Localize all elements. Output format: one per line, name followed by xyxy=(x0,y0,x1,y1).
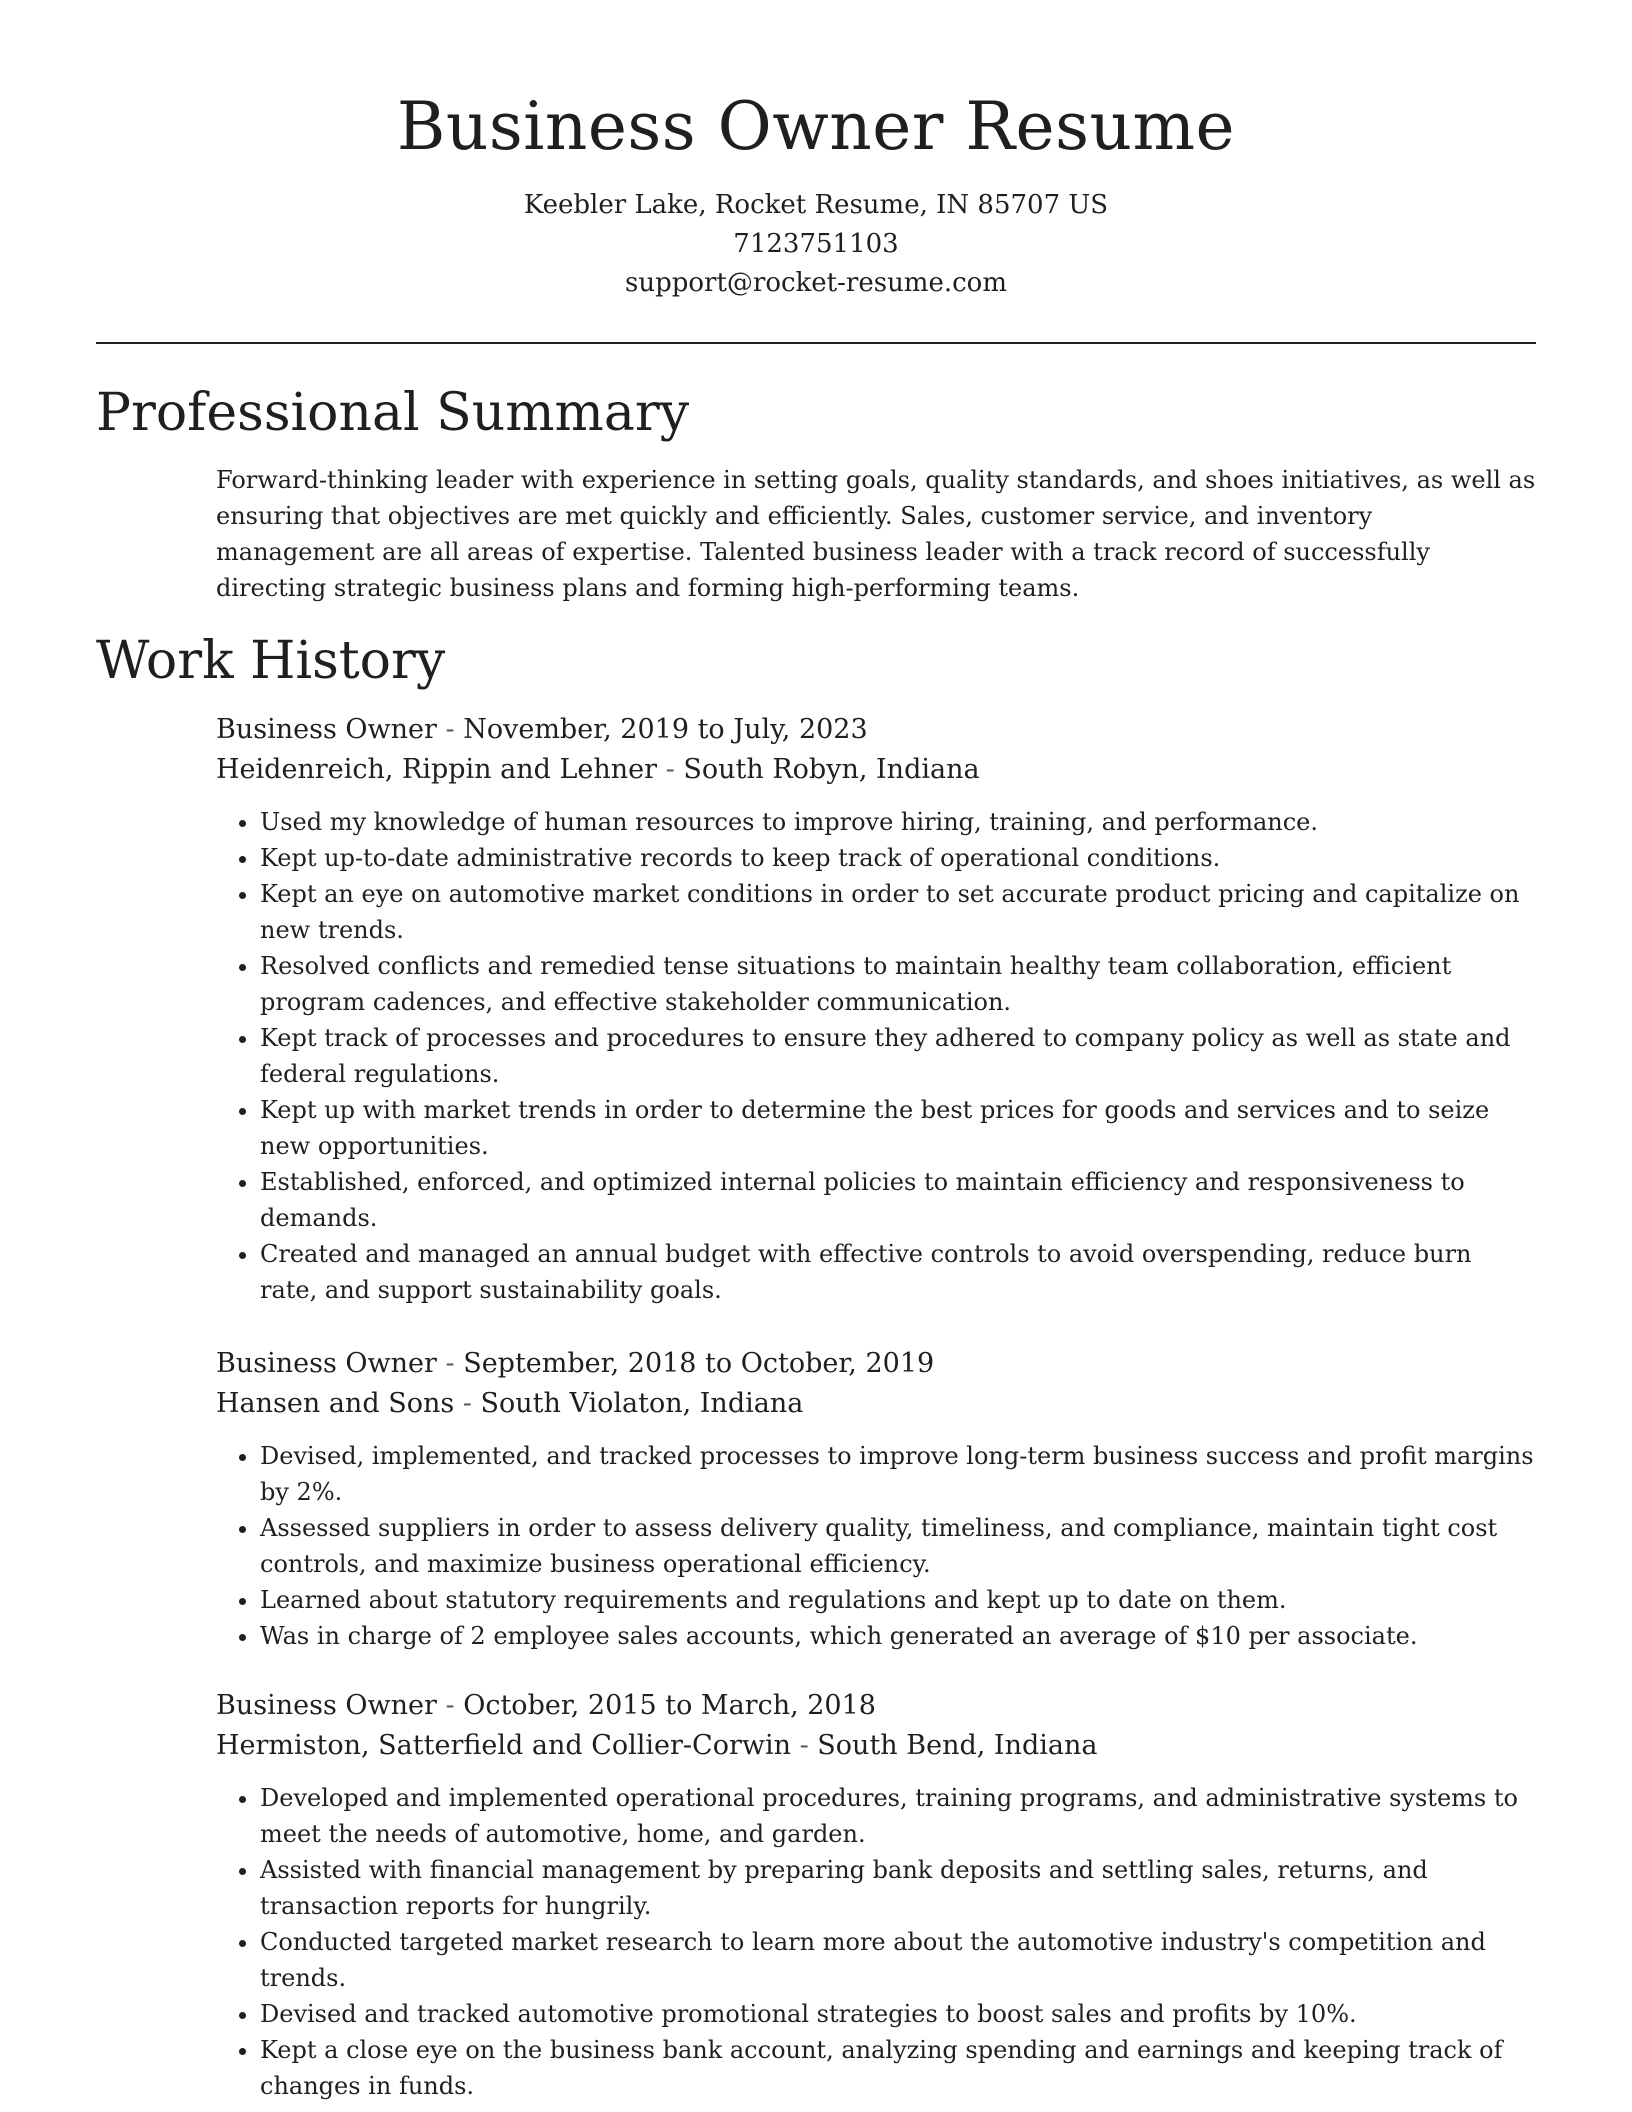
job-company-line: Hansen and Sons - South Violaton, Indiana xyxy=(216,1388,804,1419)
list-item: • Kept a close eye on the business bank account, analyzing spending and earnings and keeping track of changes in funds. xyxy=(260,2032,1536,2104)
job-bullets xyxy=(216,804,1536,1308)
job-entry xyxy=(216,710,1536,1308)
job-title-line: Business Owner - October, 2015 to March, 2018 xyxy=(216,1690,876,1721)
list-item: • Used my knowledge of human resources to improve hiring, training, and performance. xyxy=(260,804,1536,840)
list-item: • Kept an eye on automotive market conditions in order to set accurate product pricing and capitalize on new trends. xyxy=(260,876,1536,948)
summary-text: Forward-thinking leader with experience in setting goals, quality standards, and shoes initiatives, as well as ensuring that objectives are met quickly and efficiently. Sales, customer service, and inventory management are all areas of expertise. Talented business leader with a track record of successfully directing strategic business plans and forming high-performing teams. xyxy=(216,466,1536,602)
job-location: South Robyn, Indiana xyxy=(683,754,980,785)
list-item: • Established, enforced, and optimized internal policies to maintain efficiency and responsiveness to demands. xyxy=(260,1164,1536,1236)
job-company: Hansen and Sons xyxy=(216,1388,455,1419)
list-item: • Kept up with market trends in order to determine the best prices for goods and services and to seize new opportunities. xyxy=(260,1092,1536,1164)
job-dates: November, 2019 to July, 2023 xyxy=(463,714,868,745)
list-item: • Assisted with financial management by preparing bank deposits and settling sales, returns, and transaction reports for hungrily. xyxy=(260,1852,1536,1924)
job-bullets xyxy=(216,1438,1536,1654)
job-title-line: Business Owner - November, 2019 to July, 2023 xyxy=(216,714,868,745)
contact-phone: 7123751103 xyxy=(733,229,899,259)
job-company: Hermiston, Satterfield and Collier-Corwin xyxy=(216,1730,791,1761)
list-item: • Devised, implemented, and tracked processes to improve long-term business success and profit margins by 2%. xyxy=(260,1438,1536,1510)
contact-address: Keebler Lake, Rocket Resume, IN 85707 US xyxy=(523,190,1109,220)
job-bullets xyxy=(216,1780,1536,2104)
summary-heading: Professional Summary xyxy=(96,383,690,443)
list-item: • Kept up-to-date administrative records to keep track of operational conditions. xyxy=(260,840,1536,876)
list-item: • Created and managed an annual budget with effective controls to avoid overspending, reduce burn rate, and support sustainability goals. xyxy=(260,1236,1536,1308)
list-item: • Conducted targeted market research to learn more about the automotive industry's competition and trends. xyxy=(260,1924,1536,1996)
list-item: • Resolved conflicts and remedied tense situations to maintain healthy team collaboration, efficient program cadences, and effective stakeholder communication. xyxy=(260,948,1536,1020)
job-company-line: Heidenreich, Rippin and Lehner - South Robyn, Indiana xyxy=(216,754,980,785)
job-company-line: Hermiston, Satterfield and Collier-Corwin - South Bend, Indiana xyxy=(216,1730,1098,1761)
job-role: Business Owner xyxy=(216,1690,437,1721)
header-divider xyxy=(96,342,1536,344)
list-item: • Kept track of processes and procedures to ensure they adhered to company policy as well as state and federal regulations. xyxy=(260,1020,1536,1092)
job-location: South Violaton, Indiana xyxy=(480,1388,804,1419)
list-item: • Assessed suppliers in order to assess delivery quality, timeliness, and compliance, maintain tight cost controls, and maximize business operational efficiency. xyxy=(260,1510,1536,1582)
job-role: Business Owner xyxy=(216,714,437,745)
list-item: • Was in charge of 2 employee sales accounts, which generated an average of $10 per associate. xyxy=(260,1618,1536,1654)
resume-header xyxy=(96,86,1536,303)
job-entry xyxy=(216,1686,1536,2104)
resume-title: Business Owner Resume xyxy=(396,88,1236,165)
job-dates: September, 2018 to October, 2019 xyxy=(463,1348,935,1379)
contact-block xyxy=(96,186,1536,303)
list-item: • Developed and implemented operational procedures, training programs, and administrative systems to meet the needs of automotive, home, and garden. xyxy=(260,1780,1536,1852)
work-history-heading: Work History xyxy=(96,631,446,691)
job-entry xyxy=(216,1344,1536,1654)
list-item: • Devised and tracked automotive promotional strategies to boost sales and profits by 10%. xyxy=(260,1996,1536,2032)
job-title-line: Business Owner - September, 2018 to October, 2019 xyxy=(216,1348,935,1379)
contact-email: support@rocket-resume.com xyxy=(624,268,1007,298)
job-role: Business Owner xyxy=(216,1348,437,1379)
job-dates: October, 2015 to March, 2018 xyxy=(463,1690,876,1721)
job-location: South Bend, Indiana xyxy=(817,1730,1098,1761)
list-item: • Learned about statutory requirements and regulations and kept up to date on them. xyxy=(260,1582,1536,1618)
job-company: Heidenreich, Rippin and Lehner xyxy=(216,754,658,785)
